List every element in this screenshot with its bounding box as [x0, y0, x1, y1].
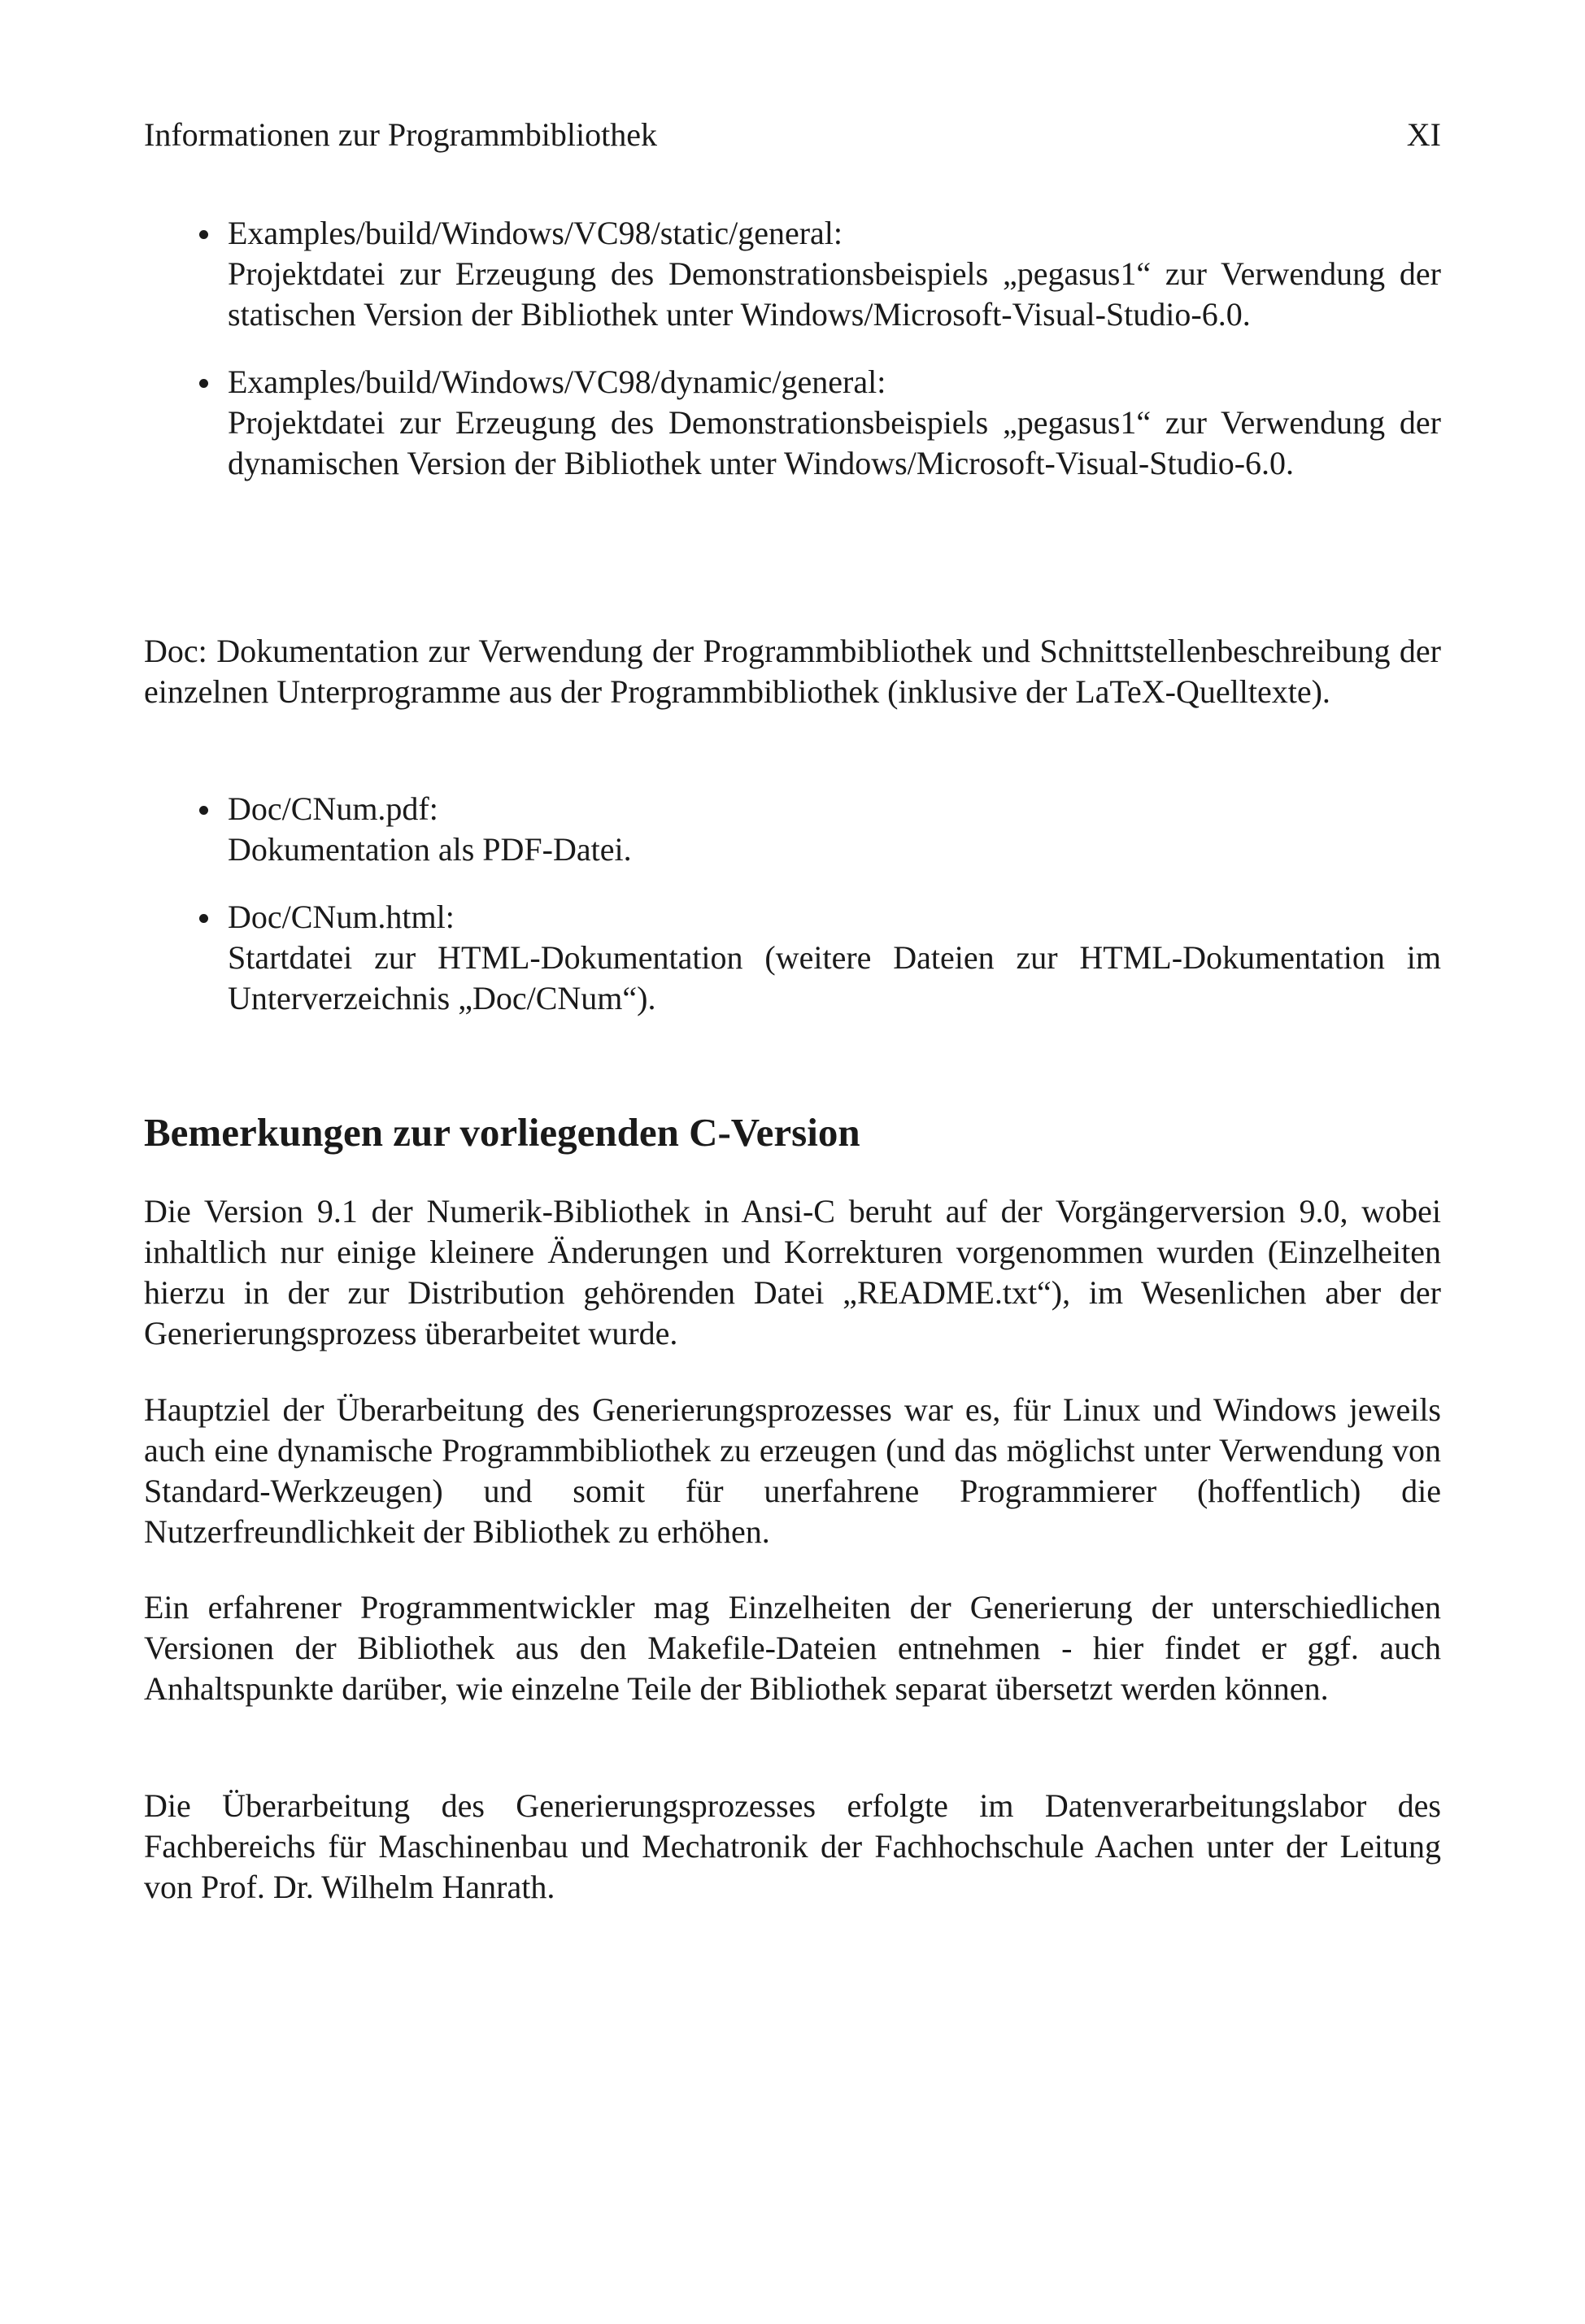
bullet-icon	[199, 379, 208, 388]
document-page	[144, 0, 1441, 2324]
bullet-icon	[199, 914, 208, 923]
file-description: Projektdatei zur Erzeugung des Demonstrationsbeispiels „pegasus1“ zur Verwendung der dynamischen Version der Bibliothek unter Windows/Microsoft-Visual-Studio-6.0.	[228, 404, 1441, 481]
page-number: XI	[1406, 116, 1441, 153]
section-paragraph-3	[144, 1587, 1441, 1709]
list-item	[144, 897, 1441, 1019]
doc-description	[144, 631, 1441, 712]
list-item	[144, 789, 1441, 870]
paragraph: Hauptziel der Überarbeitung des Generierungsprozesses war es, für Linux und Windows jeweils auch eine dynamische Programmbibliothek zu erzeugen (und das möglichst unter Verwendung von Standard-Werkzeugen) und somit für unerfahrene Programmierer (hoffentlich) die Nutzerfreundlichkeit der Bibliothek zu erhöhen.	[144, 1391, 1441, 1550]
file-path: Examples/build/Windows/VC98/dynamic/general:	[228, 363, 886, 400]
paragraph: Die Überarbeitung des Generierungsprozesses erfolgte im Datenverarbeitungslabor des Fachbereichs für Maschinenbau und Mechatronik der Fachhochschule Aachen unter der Leitung von Prof. Dr. Wilhelm Hanrath.	[144, 1787, 1441, 1905]
file-description: Startdatei zur HTML-Dokumentation (weitere Dateien zur HTML-Dokumentation im Unterverzeichnis „Doc/CNum“).	[228, 939, 1441, 1016]
paragraph: Die Version 9.1 der Numerik-Bibliothek in Ansi-C beruht auf der Vorgängerversion 9.0, wobei inhaltlich nur einige kleinere Änderungen und Korrekturen vorgenommen wurden (Einzelheiten hierzu in der zur Distribution gehörenden Datei „README.txt“), im Wesenlichen aber der Generierungsprozess überarbeitet wurde.	[144, 1193, 1441, 1351]
doc-paragraph: Doc: Dokumentation zur Verwendung der Programmbibliothek und Schnittstellenbeschreibung der einzelnen Unterprogramme aus der Programmbibliothek (inklusive der LaTeX-Quelltexte).	[144, 633, 1441, 710]
section-heading: Bemerkungen zur vorliegenden C-Version	[144, 1110, 860, 1155]
bullet-icon	[199, 230, 208, 239]
section-paragraph-1	[144, 1191, 1441, 1354]
file-description: Dokumentation als PDF-Datei.	[228, 831, 632, 868]
bullet-icon	[199, 806, 208, 815]
list-item	[144, 213, 1441, 335]
file-path: Examples/build/Windows/VC98/static/general:	[228, 215, 843, 251]
section-paragraph-2	[144, 1390, 1441, 1552]
paragraph: Ein erfahrener Programmentwickler mag Einzelheiten der Generierung der unterschiedlichen Versionen der Bibliothek aus den Makefile-Dateien entnehmen - hier findet er ggf. auch Anhaltspunkte darüber, wie einzelne Teile der Bibliothek separat übersetzt werden können.	[144, 1589, 1441, 1707]
doc-list	[144, 789, 1441, 1019]
file-path: Doc/CNum.html:	[228, 899, 455, 935]
section-paragraph-4	[144, 1786, 1441, 1908]
file-path: Doc/CNum.pdf:	[228, 790, 438, 827]
examples-list	[144, 213, 1441, 484]
list-item	[144, 362, 1441, 484]
running-header	[144, 114, 1441, 156]
file-description: Projektdatei zur Erzeugung des Demonstrationsbeispiels „pegasus1“ zur Verwendung der statischen Version der Bibliothek unter Windows/Microsoft-Visual-Studio-6.0.	[228, 255, 1441, 333]
running-header-title: Informationen zur Programmbibliothek	[144, 116, 657, 153]
